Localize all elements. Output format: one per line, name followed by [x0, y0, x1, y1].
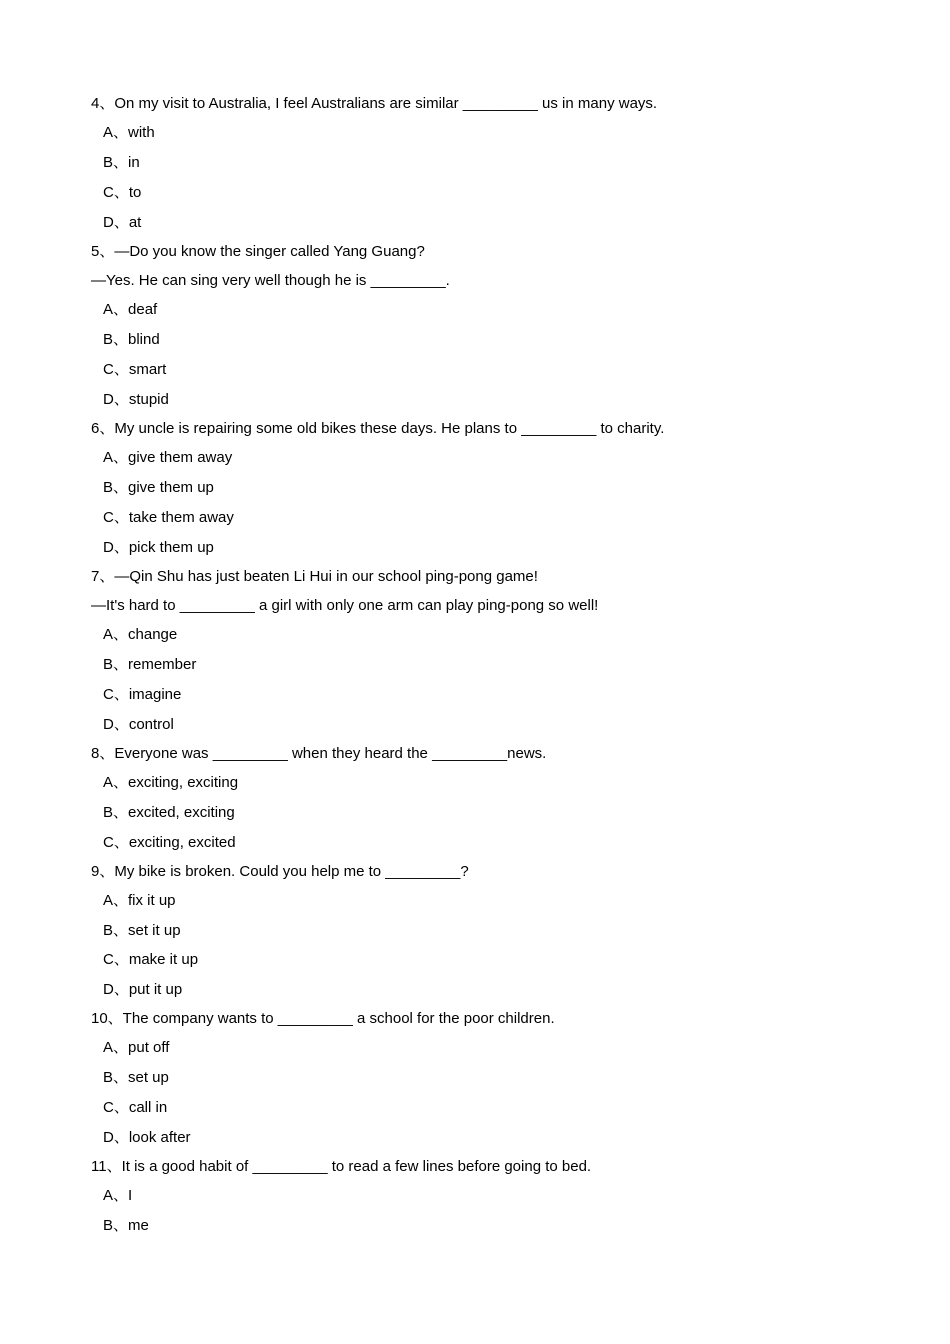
question-9-option-c: C、make it up	[103, 951, 199, 968]
question-10-option-c: C、call in	[103, 1099, 168, 1116]
question-7-option-a: A、change	[103, 626, 178, 643]
question-6-option-d: D、pick them up	[103, 539, 214, 556]
question-5-option-c: C、smart	[103, 361, 167, 378]
question-11-text: 11、It is a good habit of _________ to read a few lines before going to bed.	[91, 1158, 592, 1175]
question-5-text: 5、—Do you know the singer called Yang Guang?	[91, 243, 425, 260]
question-11-option-a: A、I	[103, 1187, 133, 1204]
question-5-option-b: B、blind	[103, 331, 160, 348]
question-8-option-c: C、exciting, excited	[103, 834, 236, 851]
question-8-option-b: B、excited, exciting	[103, 804, 235, 821]
question-4-text: 4、On my visit to Australia, I feel Australians are similar _________ us in many ways.	[91, 95, 658, 112]
question-7-option-c: C、imagine	[103, 686, 182, 703]
question-4-option-b: B、in	[103, 154, 140, 171]
question-6-option-b: B、give them up	[103, 479, 214, 496]
question-8-option-a: A、exciting, exciting	[103, 774, 239, 791]
question-8-text: 8、Everyone was _________ when they heard the _________news.	[91, 745, 547, 762]
question-10-option-a: A、put off	[103, 1039, 170, 1056]
question-4-option-d: D、at	[103, 214, 142, 231]
question-7-text-line-2: —It's hard to _________ a girl with only one arm can play ping-pong so well!	[91, 597, 599, 614]
question-11-option-b: B、me	[103, 1217, 149, 1234]
question-7-text: 7、—Qin Shu has just beaten Li Hui in our school ping-pong game!	[91, 568, 538, 585]
question-9-option-d: D、put it up	[103, 981, 183, 998]
question-6-option-c: C、take them away	[103, 509, 234, 526]
question-7-option-d: D、control	[103, 716, 174, 733]
question-10-option-d: D、look after	[103, 1129, 191, 1146]
question-4-option-a: A、with	[103, 124, 155, 141]
question-10-text: 10、The company wants to _________ a school for the poor children.	[91, 1010, 555, 1027]
question-4-option-c: C、to	[103, 184, 142, 201]
question-7-option-b: B、remember	[103, 656, 197, 673]
question-5-option-a: A、deaf	[103, 301, 158, 318]
question-6-option-a: A、give them away	[103, 449, 233, 466]
question-5-option-d: D、stupid	[103, 391, 169, 408]
question-9-option-b: B、set it up	[103, 922, 181, 939]
question-6-text: 6、My uncle is repairing some old bikes these days. He plans to _________ to charity.	[91, 420, 665, 437]
question-9-text: 9、My bike is broken. Could you help me to _________?	[91, 863, 469, 880]
question-5-text-line-2: —Yes. He can sing very well though he is _________.	[91, 272, 450, 289]
question-10-option-b: B、set up	[103, 1069, 169, 1086]
question-9-option-a: A、fix it up	[103, 892, 176, 909]
